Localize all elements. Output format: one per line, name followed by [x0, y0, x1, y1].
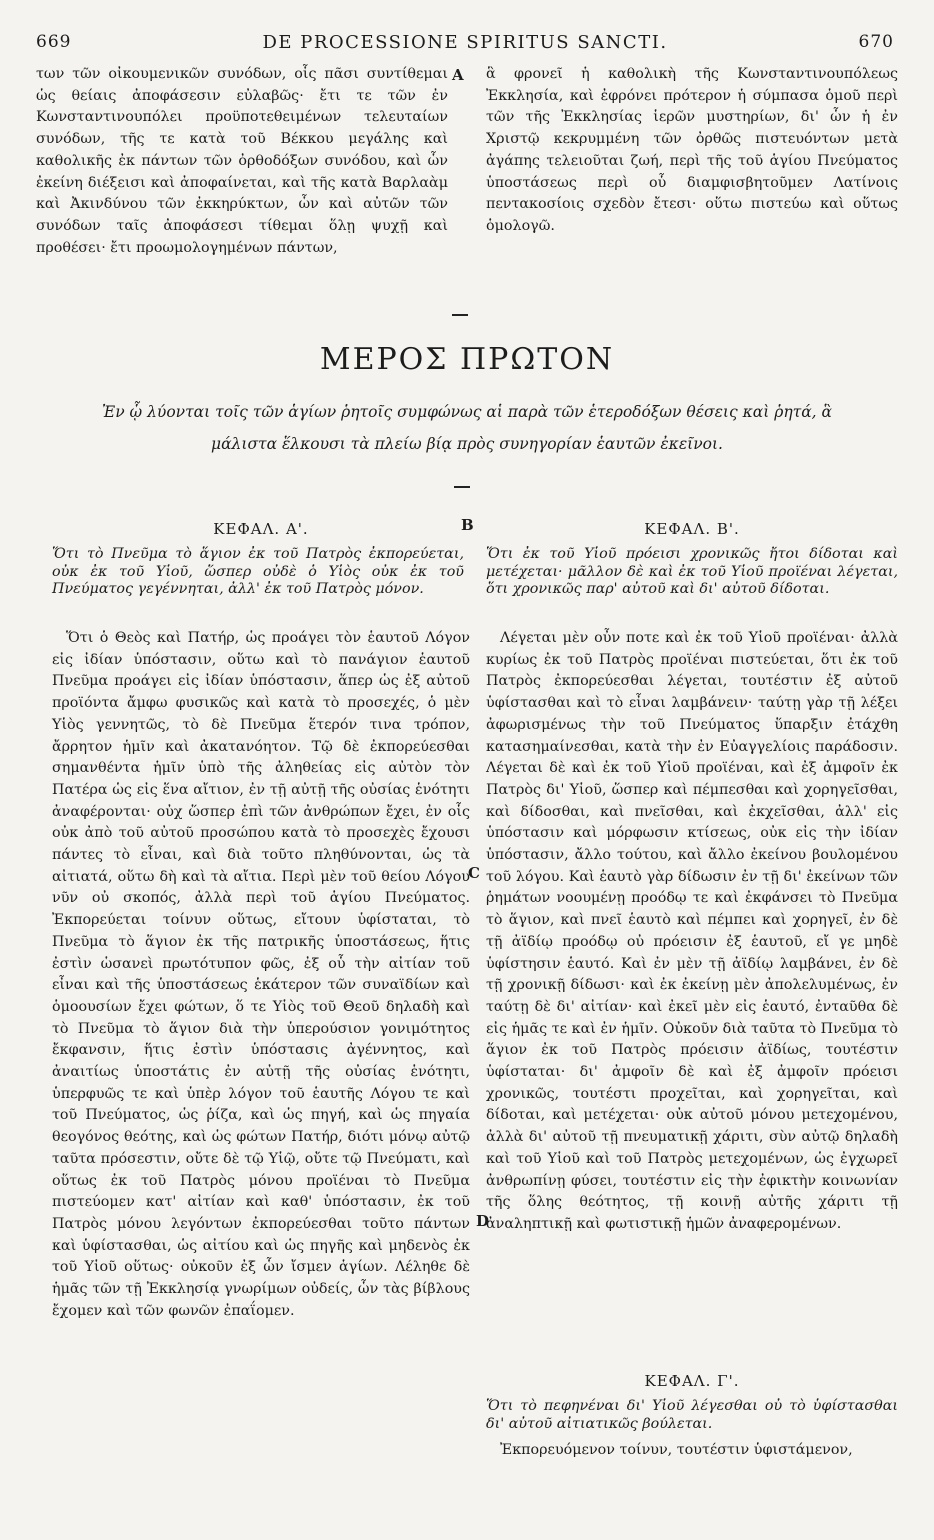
chapter-3-body: [486, 1440, 898, 1462]
top-right-text: ἃ φρονεῖ ἡ καθολικὴ τῆς Κωνσταντινουπόλεως Ἐκκλησία, καὶ ἐφρόνει πρότερον ἡ σύμπασα ὁμοῦ περὶ τῶν τῆς Ἐκκλησίας ἱερῶν μυστηρίων, δι' ὧν ἡ ἐν Χριστῷ κεκρυμμένη τῶν ὀρθῶς πιστευόντων μετὰ ἀγάπης τελειοῦται ζωή, περὶ τῆς τοῦ ἁγίου Πνεύματος ὑποστάσεως περὶ οὗ διαμφισβητοῦμεν Λατίνοις πεντακοσίοις σχεδὸν ἔτεσι· οὕτω πιστεύω καὶ οὕτως ὁμολογῶ.: [486, 66, 898, 234]
chapter-1-body: [52, 628, 470, 1323]
chapter-2-lemma: Ὅτι ἐκ τοῦ Υἱοῦ πρόεισι χρονικῶς ἤτοι δίδοται καὶ μετέχεται· μᾶλλον δὲ καὶ ἐκ τοῦ Υἱοῦ προϊέναι λέγεται, ὅτι χρονικῶς παρ' αὐτοῦ καὶ δι' αὐτοῦ δίδοται.: [486, 546, 898, 597]
chapter-2-text: Λέγεται μὲν οὖν ποτε καὶ ἐκ τοῦ Υἱοῦ προϊέναι· ἀλλὰ κυρίως ἐκ τοῦ Πατρὸς προϊέναι πιστεύεται, ὅτι ἐκ τοῦ Πατρὸς ἐκπορεύεσθαι λέγεται, τουτέστιν ἐξ αὐτοῦ ὑφίστασθαι καὶ τὸ εἶναι λαμβάνειν· ταύτῃ γὰρ τῇ λέξει ἀφωρισμένως τὴν τοῦ Πνεύματος ὕπαρξιν ἐτάχθη κατασημαίνεσθαι, κατὰ τὴν ἐν Εὐαγγελίοις παράδοσιν. Λέγεται δὲ καὶ ἐκ τοῦ Υἱοῦ προϊέναι, καὶ ἐξ ἀμφοῖν ἐκ Πατρὸς δι' Υἱοῦ, ὥσπερ καὶ πέμπεσθαι καὶ χορηγεῖσθαι, καὶ δίδοσθαι, καὶ πνεῖσθαι, καὶ ἐκχεῖσθαι, ἀλλ' εἰς ὑπόστασιν καὶ μόρφωσιν κτίσεως, οὐκ εἰς τὴν ἰδίαν ὑπόστασιν, ἄλλο τούτου, καὶ ἄλλο ἐκείνου βουλομένου τοῦ λόγου. Καὶ ἑαυτὸ γὰρ δίδωσιν ἐν τῇ δι' ἐκείνων τῶν ῥημάτων νοουμένῃ προόδῳ τε καὶ ἐκφάνσει τὸ Πνεῦμα τὸ ἅγιον, καὶ πνεῖ ἑαυτὸ καὶ πέμπει καὶ χορηγεῖ, ἐν δὲ τῇ ἀϊδίῳ προόδῳ οὐ πρόεισιν ἐξ ἑαυτοῦ, εἴ γε μηδὲ ὑφίστησιν ἑαυτό. Καὶ ἐν μὲν τῇ ἀϊδίῳ λαμβάνει, ἐν δὲ τῇ χρονικῇ δίδωσι· καὶ ἐκ ἐκείνῃ μὲν ἀπολελυμένως, ἐν ταύτῃ δὲ δι' αἰτίαν· καὶ ἐκεῖ μὲν εἰς ἑαυτό, ἐνταῦθα δὲ εἰς ἡμᾶς τε καὶ ἐν ἡμῖν. Οὐκοῦν διὰ ταῦτα τὸ Πνεῦμα τὸ ἅγιον ἐκ τοῦ Πατρὸς πρόεισιν ἀϊδίως, τουτέστιν ὑφίσταται· δι' ἀμφοῖν δὲ καὶ ἐξ ἀμφοῖν πρόεισι χρονικῶς, τουτέστι προχεῖται, καὶ χορηγεῖται, καὶ δίδοται, καὶ μετέχεται· οὐκ αὐτοῦ μόνου μετεχομένου, ἀλλὰ δι' αὐτοῦ τῇ πνευματικῇ χάριτι, σὺν αὐτῷ δηλαδὴ καὶ τοῦ Υἱοῦ καὶ τοῦ Πατρὸς μετεχομένων, ὡς ἐγχωρεῖ ἀνθρωπίνῃ φύσει, τουτέστιν εἰς τὴν ἐφικτὴν κοινωνίαν τῆς ὅλης θεότητος, τῇ κοινῇ αὐτῆς χάριτι τῇ ἀναληπτικῇ καὶ φωτιστικῇ ἡμῶν ἀναφερομένων.: [486, 630, 898, 1232]
chapter-3-text: Ἐκπορευόμενον τοίνυν, τουτέστιν ὑφιστάμενον,: [500, 1442, 853, 1458]
chapter-2-body: [486, 628, 898, 1236]
top-right-column: [486, 64, 898, 238]
chapter-1-text: Ὅτι ὁ Θεὸς καὶ Πατήρ, ὡς προάγει τὸν ἑαυτοῦ Λόγον εἰς ἰδίαν ὑπόστασιν, οὕτω καὶ τὸ πανάγιον ἑαυτοῦ Πνεῦμα προάγει εἰς ἰδίαν ὑπόστασιν, ἅπερ ὡς ἐξ αὐτοῦ προϊόντα ἄμφω φυσικῶς καὶ κατὰ τὸ προσεχές, ὁ μὲν Υἱὸς γεννητῶς, τὸ δὲ Πνεῦμα ἕτερόν τινα τρόπον, ἄρρητον ἡμῖν καὶ ἀκατανόητον. Τῷ δὲ ἐκπορεύεσθαι σημανθέντα ἡμῖν ὑπὸ τῆς ἀληθείας εἰς αὐτὸν τὸν Πατέρα ὡς εἰς ἕνα αἴτιον, ἐν τῇ αὐτῇ τῆς οὐσίας ἑνότητι ἀναφέρονται· οὐχ ὥσπερ ἐπὶ τῶν ἀνθρώπων ἔχει, ἐν οἷς οὐκ ἀπὸ τοῦ αὐτοῦ προσώπου κατὰ τὸ προσεχὲς ἔχουσι πάντες τὸ εἶναι, καὶ διὰ τοῦτο πληθύνονται, ὡς τὰ αἰτιατά, οὕτω δὴ καὶ τὰ αἴτια. Περὶ μὲν τοῦ θείου Λόγου νῦν οὐ σκοπός, ἀλλὰ περὶ τοῦ ἁγίου Πνεύματος. Ἐκπορεύεται τοίνυν οὕτως, εἴτουν ὑφίσταται, τὸ Πνεῦμα τὸ ἅγιον ἐκ τῆς πατρικῆς ὑποστάσεως, ἥτις ἐστὶν ὡσανεὶ πρωτότυπον φῶς, ἐξ οὗ τὴν αἰτίαν τοῦ εἶναι καὶ τῆς ὑποστάσεως ἑκάτερον τῶν συναϊδίων καὶ ὁμοουσίων ἔχει φώτων, ὅ τε Υἱὸς τοῦ Θεοῦ δηλαδὴ καὶ τὸ Πνεῦμα τὸ ἅγιον διὰ τὴν ὑπερούσιον γονιμότητος ἔκφανσιν, ἥτις ἐστὶν ὑπόστασις ἀγέννητος, καὶ ἀναιτίως ὑποστάτις ἐν αὐτῇ τῆς οὐσίας ἑνότητι, ὑπερφυῶς τε καὶ ὑπὲρ λόγον τοῦ ἑαυτῆς Λόγου τε καὶ τοῦ Πνεύματος, ὡς ῥίζα, καὶ ὡς πηγή, καὶ ὡς πηγαία θεογόνος θεότης, καὶ ὡς φώτων Πατήρ, διότι μόνῳ αὐτῷ ταῦτα πρόσεστιν, οὔτε δὲ τῷ Υἱῷ, οὔτε τῷ Πνεύματι, καὶ οὕτως ἐκ τοῦ Πατρὸς μόνου προϊέναι τὸ Πνεῦμα πιστεύομεν κατ' αἰτίαν καὶ καθ' ὑπόστασιν, ἐκ τοῦ Πατρὸς μόνου λεγόντων ἐκπορεύεσθαι τοῦτο πάντων καὶ ὑφίστασθαι, ὡς αἰτίου καὶ ὡς πηγῆς καὶ μηδενὸς ἐκ τοῦ Υἱοῦ οὕτως· οὐκοῦν ἐξ ὧν ἴσμεν ἁγίων. Λέληθε δὲ ἡμᾶς τῶν τῇ Ἐκκλησίᾳ γνωρίμων οὐδείς, ὧν τὰς βίβλους ἔχομεν καὶ τῶν φωνῶν ἐπαΐομεν.: [52, 630, 470, 1319]
top-left-text: των τῶν οἰκουμενικῶν συνόδων, οἷς πᾶσι συντίθεμαι ὡς θείαις ἀποφάσεσιν εὐλαβῶς· ἔτι τε τῶν ἐν Κωνσταντινουπόλει προϋποτεθειμένων τελευταίων συνόδων, τῆς τε κατὰ τοῦ Βέκκου μεγάλης καὶ καθολικῆς ἐκ πάντων τῶν ὀρθοδόξων συνόδου, καὶ ὧν ἐκείνη διέξεισι καὶ ἀποφαίνεται, καὶ τῆς κατὰ Βαρλαὰμ καὶ Ἀκινδύνου τῶν ἐκκηρύκτων, ὧν καὶ αὐτῶν τῶν συνόδων ταῖς ἀποφάσεσι τίθεμαι ὅλῃ ψυχῇ καὶ προθέσει· ἔτι προωμολογημένων πάντων,: [36, 66, 448, 256]
running-header: [36, 32, 894, 58]
section-rule-2: [454, 486, 470, 488]
page-number-right: 670: [858, 32, 894, 52]
part-subtitle: Ἐν ᾧ λύονται τοῖς τῶν ἁγίων ῥητοῖς συμφώνως αἱ παρὰ τῶν ἑτεροδόξων θέσεις καὶ ῥητά, ἃ μάλιστα ἕλκουσι τὰ πλείω βίᾳ πρὸς συνηγορίαν ἑαυτῶν ἐκεῖνοι.: [101, 403, 833, 453]
chapter-3-heading: ΚΕΦΑΛ. Γ'.: [644, 1372, 740, 1390]
part-title: ΜΕΡΟΣ ΠΡΩΤΟΝ: [319, 342, 615, 377]
margin-letter-c: C: [468, 864, 480, 882]
margin-letter-a: A: [452, 66, 464, 84]
chapter-1-lemma: Ὅτι τὸ Πνεῦμα τὸ ἅγιον ἐκ τοῦ Πατρὸς ἐκπορεύεται, οὐκ ἐκ τοῦ Υἱοῦ, ὥσπερ οὐδὲ ὁ Υἱὸς οὐκ ἐκ τοῦ Πνεύματος γεγέννηται, ἀλλ' ἐκ τοῦ Πατρὸς μόνον.: [52, 546, 464, 597]
margin-letter-d: D: [476, 1212, 490, 1230]
page-number-left: 669: [36, 32, 72, 52]
running-title: DE PROCESSIONE SPIRITUS SANCTI.: [262, 32, 668, 53]
chapter-2-heading: ΚΕΦΑΛ. Β'.: [644, 520, 740, 538]
section-rule: [452, 314, 468, 316]
chapter-1-heading: ΚΕΦΑΛ. Α'.: [213, 520, 309, 538]
margin-letter-b: B: [461, 516, 474, 534]
chapter-3-lemma: Ὅτι τὸ πεφηνέναι δι' Υἱοῦ λέγεσθαι οὐ τὸ ὑφίστασθαι δι' αὐτοῦ αἰτιατικῶς βούλεται.: [486, 1398, 898, 1432]
top-left-column: [36, 64, 448, 259]
